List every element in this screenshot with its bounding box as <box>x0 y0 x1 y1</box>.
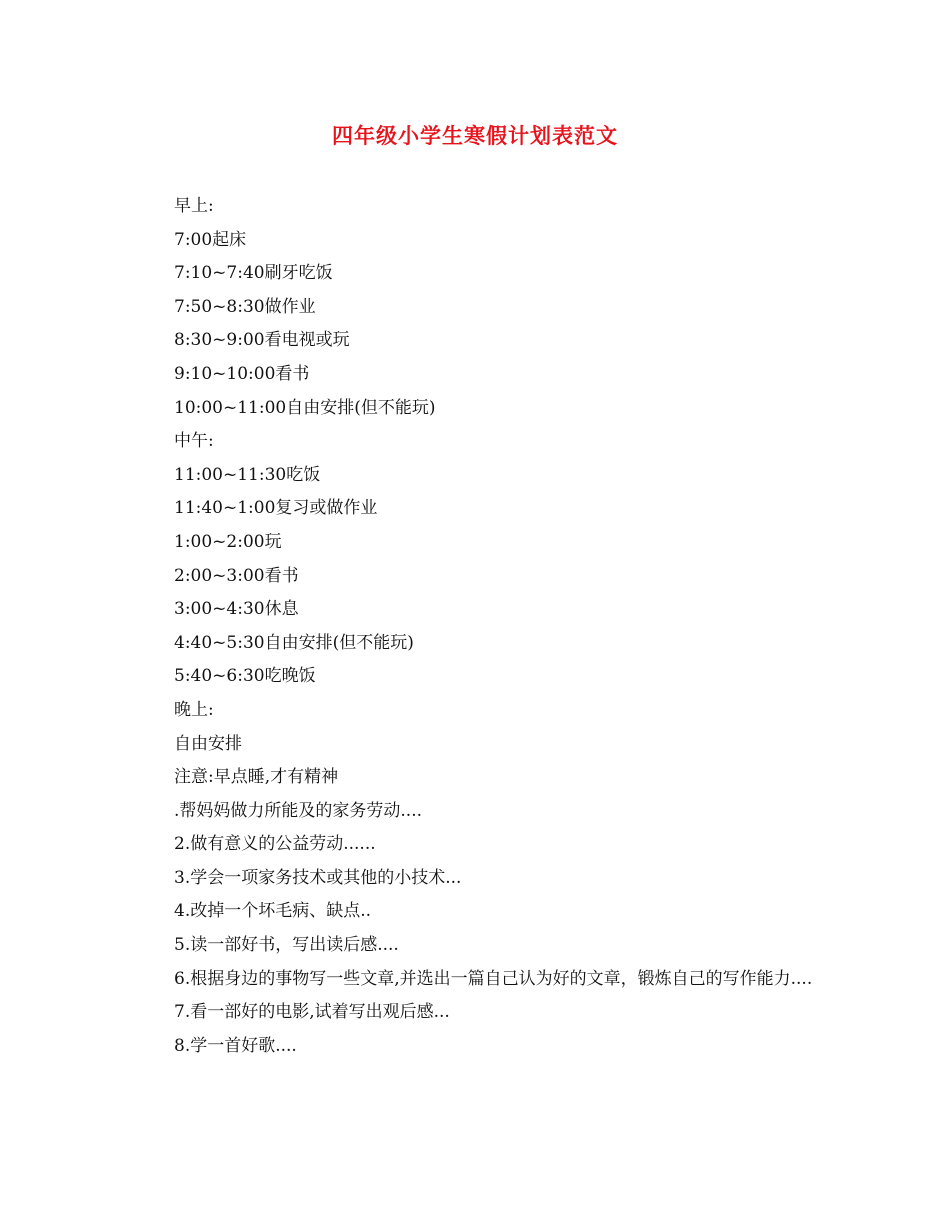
plan-item: 4.改掉一个坏毛病、缺点.. <box>174 901 372 922</box>
schedule-line: 4:40~5:30自由安排(但不能玩) <box>174 632 414 653</box>
schedule-line: 2:00~3:00看书 <box>174 565 299 586</box>
schedule-line: 9:10~10:00看书 <box>174 363 310 384</box>
plan-item: 3.学会一项家务技术或其他的小技术... <box>174 867 462 888</box>
schedule-line: 7:00起床 <box>174 229 247 250</box>
schedule-line: 10:00~11:00自由安排(但不能玩) <box>174 397 436 418</box>
section-heading-morning: 早上: <box>174 196 214 216</box>
plan-item: 2.做有意义的公益劳动...... <box>174 834 376 855</box>
section-heading-noon: 中午: <box>174 431 214 452</box>
schedule-line: 自由安排 <box>174 733 242 754</box>
schedule-line: 11:00~11:30吃饭 <box>174 464 321 485</box>
plan-item: 8.学一首好歌.... <box>174 1035 297 1056</box>
schedule-line: 5:40~6:30吃晚饭 <box>174 666 316 687</box>
schedule-line: 11:40~1:00复习或做作业 <box>174 498 378 519</box>
schedule-line: 7:50~8:30做作业 <box>174 296 316 317</box>
plan-item: 5.读一部好书，写出读后感.... <box>174 935 399 956</box>
plan-item: 7.看一部好的电影,试着写出观后感... <box>174 1002 450 1023</box>
schedule-line: 3:00~4:30休息 <box>174 599 299 620</box>
plan-item: 6.根据身边的事物写一些文章,并选出一篇自己认为好的文章，锻炼自己的写作能力.... <box>174 968 813 989</box>
schedule-line: 8:30~9:00看电视或玩 <box>174 330 350 351</box>
section-heading-evening: 晚上: <box>174 699 214 720</box>
plan-item: .帮妈妈做力所能及的家务劳动.... <box>174 800 423 821</box>
note-line: 注意:早点睡,才有精神 <box>174 767 339 788</box>
schedule-line: 1:00~2:00玩 <box>174 531 282 552</box>
document-title: 四年级小学生寒假计划表范文 <box>332 123 618 148</box>
schedule-line: 7:10~7:40刷牙吃饭 <box>174 263 333 284</box>
document-body <box>138 190 818 1063</box>
